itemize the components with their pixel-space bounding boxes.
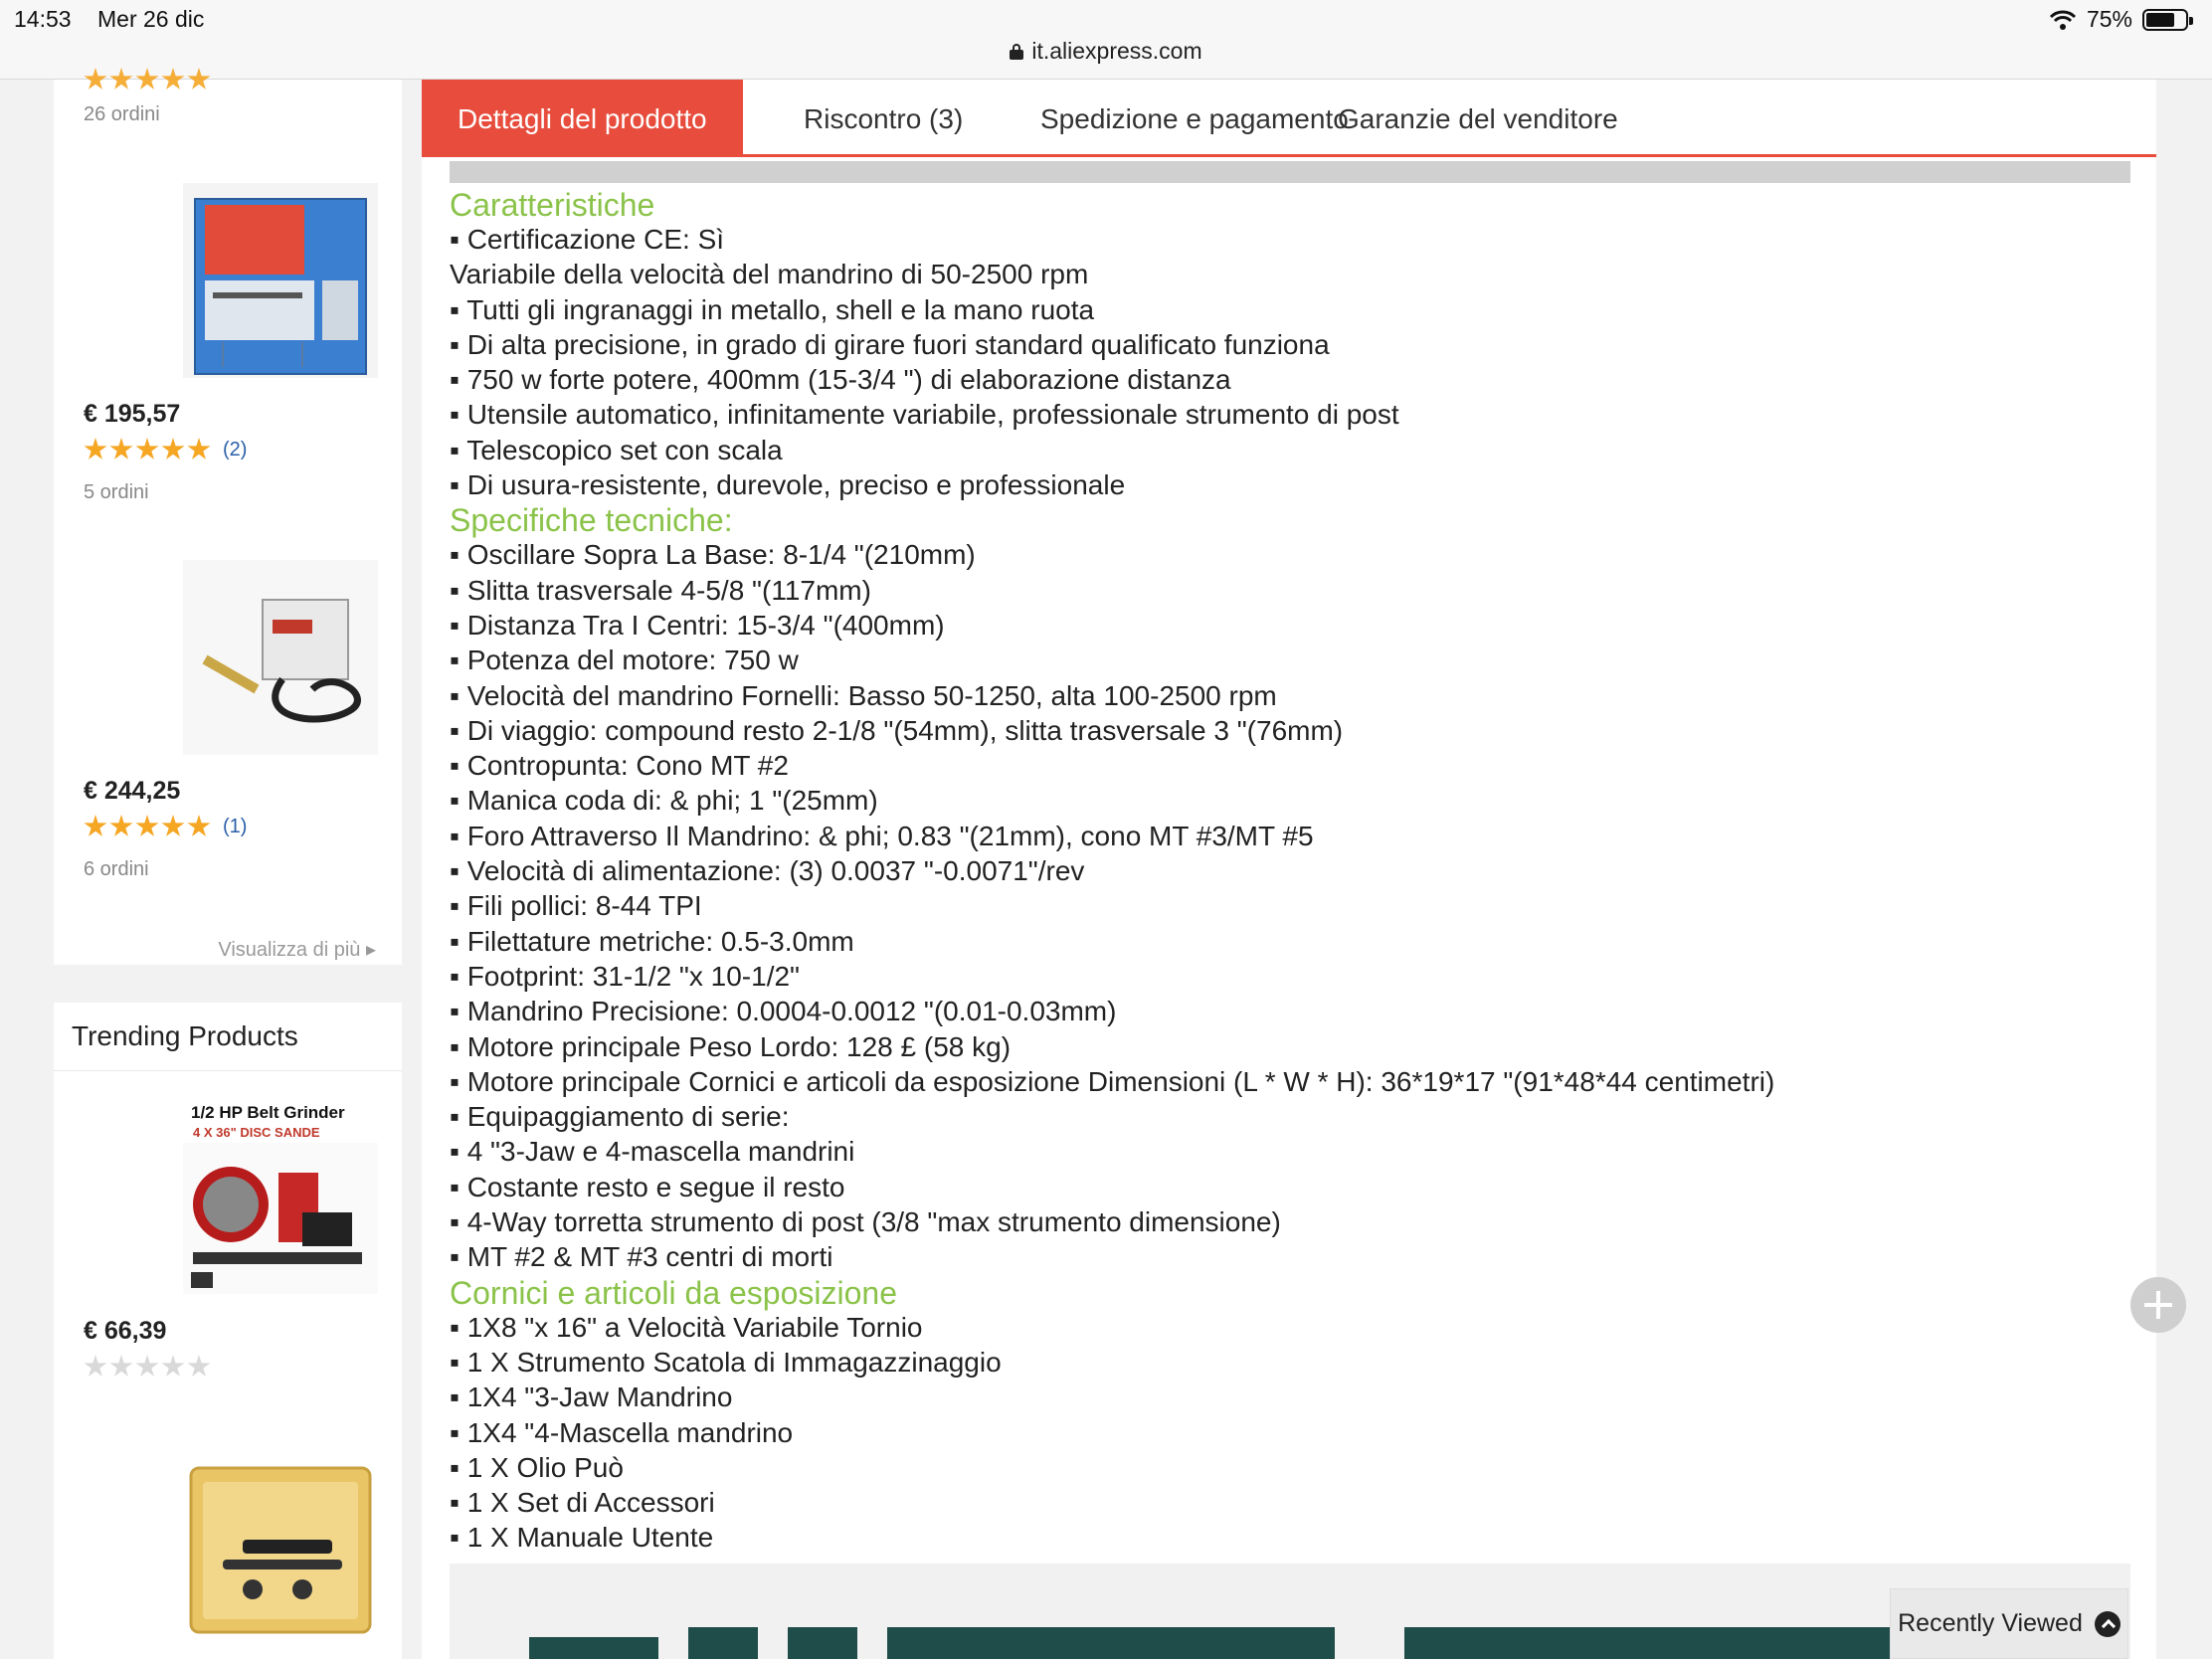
feature-item: ▪ Di alta precisione, in grado di girare fuori standard qualificato funziona bbox=[450, 328, 1330, 360]
spec-item: ▪ Mandrino Precisione: 0.0004-0.0012 "(0.01-0.03mm) bbox=[450, 996, 1117, 1027]
spec-item: ▪ MT #2 & MT #3 centri di morti bbox=[450, 1241, 833, 1273]
package-item: ▪ 1 X Set di Accessori bbox=[450, 1487, 715, 1519]
product-image[interactable] bbox=[183, 1099, 378, 1294]
laser-engraver-image bbox=[183, 183, 378, 378]
product-price[interactable]: € 195,57 bbox=[84, 400, 181, 428]
star-icon bbox=[84, 1355, 107, 1379]
star-icon bbox=[187, 438, 211, 461]
rating-stars bbox=[84, 815, 247, 838]
spec-item: ▪ Motore principale Cornici e articoli da esposizione Dimensioni (L * W * H): 36*19*17 "(91*48*44 centimetri) bbox=[450, 1065, 1775, 1097]
spec-item: ▪ Manica coda di: & phi; 1 "(25mm) bbox=[450, 785, 878, 817]
feature-item: ▪ Certificazione CE: Sì bbox=[450, 224, 725, 255]
rating-stars bbox=[84, 438, 247, 461]
features-list bbox=[450, 222, 2140, 502]
star-icon bbox=[187, 1355, 211, 1379]
specs-heading: Specifiche tecniche: bbox=[450, 502, 733, 539]
review-count[interactable]: (1) bbox=[223, 815, 248, 837]
star-icon bbox=[109, 438, 133, 461]
wifi-icon bbox=[2049, 9, 2077, 31]
chevron-up-icon bbox=[2095, 1611, 2120, 1637]
description-banner-image bbox=[450, 1564, 2130, 1659]
spec-item: ▪ Filettature metriche: 0.5-3.0mm bbox=[450, 925, 854, 957]
orders-count: 5 ordini bbox=[84, 481, 149, 503]
url-text: it.aliexpress.com bbox=[1031, 38, 1202, 64]
add-icon[interactable] bbox=[2130, 1277, 2186, 1333]
star-icon bbox=[135, 438, 159, 461]
banner-title: 1/2 HP Belt Grinder bbox=[191, 1103, 345, 1122]
tab-feedback[interactable]: Riscontro (3) bbox=[804, 103, 964, 134]
package-item: ▪ 1 X Manuale Utente bbox=[450, 1522, 714, 1554]
orders-count: 6 ordini bbox=[84, 858, 149, 880]
spec-item: ▪ Velocità del mandrino Fornelli: Basso 50-1250, alta 100-2500 rpm bbox=[450, 679, 1277, 711]
spec-item: ▪ Footprint: 31-1/2 "x 10-1/2" bbox=[450, 960, 800, 992]
rating-stars bbox=[84, 68, 211, 92]
star-icon bbox=[109, 815, 133, 838]
product-image[interactable] bbox=[183, 560, 378, 755]
tab-seller-guarantees[interactable]: Garanzie del venditore bbox=[1338, 103, 1618, 134]
spec-item: ▪ 4 "3-Jaw e 4-mascella mandrini bbox=[450, 1136, 855, 1168]
feature-item: ▪ Di usura-resistente, durevole, preciso e professionale bbox=[450, 469, 1126, 501]
spec-item: ▪ 4-Way torretta strumento di post (3/8 "max strumento dimensione) bbox=[450, 1206, 1281, 1238]
orders-count: 26 ordini bbox=[84, 103, 160, 125]
package-item: ▪ 1 X Olio Può bbox=[450, 1451, 624, 1483]
related-products-panel bbox=[54, 80, 402, 965]
spec-item: ▪ Distanza Tra I Centri: 15-3/4 "(400mm) bbox=[450, 609, 945, 641]
star-icon bbox=[135, 815, 159, 838]
lock-icon bbox=[1010, 44, 1023, 60]
feature-item: ▪ Telescopico set con scala bbox=[450, 434, 783, 465]
package-item: ▪ 1X8 "x 16" a Velocità Variabile Tornio bbox=[450, 1311, 923, 1343]
description-content bbox=[450, 187, 2140, 1556]
product-price[interactable]: € 244,25 bbox=[84, 777, 181, 805]
tab-shipping-payment[interactable]: Spedizione e pagamento bbox=[1040, 103, 1349, 134]
spec-item: ▪ Oscillare Sopra La Base: 8-1/4 "(210mm) bbox=[450, 539, 976, 571]
feature-item: ▪ Utensile automatico, infinitamente variabile, professionale strumento di post bbox=[450, 399, 1399, 431]
spec-item: ▪ Equipaggiamento di serie: bbox=[450, 1101, 790, 1133]
star-icon bbox=[187, 815, 211, 838]
spec-item: ▪ Contropunta: Cono MT #2 bbox=[450, 750, 789, 782]
star-icon bbox=[161, 1355, 185, 1379]
address-bar[interactable] bbox=[0, 38, 2212, 65]
spec-item: ▪ Potenza del motore: 750 w bbox=[450, 645, 799, 676]
spec-item: ▪ Di viaggio: compound resto 2-1/8 "(54mm), slitta trasversale 3 "(76mm) bbox=[450, 714, 1344, 746]
package-list bbox=[450, 1310, 2140, 1556]
star-icon bbox=[161, 438, 185, 461]
star-icon bbox=[84, 438, 107, 461]
status-bar bbox=[0, 0, 2212, 80]
product-image[interactable] bbox=[183, 183, 378, 378]
status-time: 14:53 bbox=[14, 6, 72, 32]
trending-products-panel bbox=[54, 1003, 402, 1659]
spec-item: ▪ Costante resto e segue il resto bbox=[450, 1171, 845, 1202]
battery-icon bbox=[2142, 9, 2188, 31]
belt-grinder-image bbox=[183, 1143, 378, 1294]
chevron-right-icon: ▸ bbox=[365, 939, 376, 961]
product-image[interactable] bbox=[183, 1450, 378, 1645]
recently-viewed-label: Recently Viewed bbox=[1898, 1609, 2083, 1637]
recently-viewed-button[interactable] bbox=[1890, 1588, 2128, 1659]
divider bbox=[54, 1070, 402, 1071]
banner-subtitle: 4 X 36" DISC SANDE bbox=[193, 1125, 320, 1140]
view-more-link[interactable]: Visualizza di più ▸ bbox=[218, 939, 376, 961]
spec-item: ▪ Fili pollici: 8-44 TPI bbox=[450, 890, 702, 922]
feature-item: ▪ Tutti gli ingranaggi in metallo, shell e la mano ruota bbox=[450, 293, 1095, 325]
status-indicators bbox=[2049, 6, 2188, 33]
spot-welder-image bbox=[183, 560, 378, 755]
review-count[interactable]: (2) bbox=[223, 438, 248, 461]
star-icon bbox=[135, 1355, 159, 1379]
banner-text-image bbox=[450, 1564, 2130, 1659]
package-item: ▪ 1X4 "3-Jaw Mandrino bbox=[450, 1382, 733, 1413]
star-icon bbox=[161, 815, 185, 838]
feature-item: Variabile della velocità del mandrino di 50-2500 rpm bbox=[450, 259, 1089, 290]
package-item: ▪ 1 X Strumento Scatola di Immagazzinaggio bbox=[450, 1346, 1002, 1378]
spec-item: ▪ Motore principale Peso Lordo: 128 £ (58 kg) bbox=[450, 1030, 1012, 1062]
package-heading: Cornici e articoli da esposizione bbox=[450, 1274, 897, 1311]
spec-item: ▪ Velocità di alimentazione: (3) 0.0037 "-0.0071"/rev bbox=[450, 855, 1085, 887]
product-details-panel bbox=[422, 80, 2156, 1659]
spec-item: ▪ Slitta trasversale 4-5/8 "(117mm) bbox=[450, 574, 871, 606]
feature-item: ▪ 750 w forte potere, 400mm (15-3/4 ") di elaborazione distanza bbox=[450, 364, 1231, 396]
specs-list bbox=[450, 537, 2140, 1274]
status-date: Mer 26 dic bbox=[97, 6, 205, 32]
star-icon bbox=[109, 1355, 133, 1379]
trending-title: Trending Products bbox=[72, 1020, 298, 1051]
features-heading: Caratteristiche bbox=[450, 187, 655, 223]
battery-percent: 75% bbox=[2086, 6, 2132, 32]
tool-case-image bbox=[183, 1450, 378, 1645]
product-price[interactable]: € 66,39 bbox=[84, 1317, 167, 1345]
tab-product-details[interactable]: Dettagli del prodotto bbox=[422, 80, 743, 157]
tab-bar bbox=[422, 80, 2156, 157]
description-image-strip bbox=[450, 161, 2130, 183]
rating-stars bbox=[84, 1355, 211, 1379]
spec-item: ▪ Foro Attraverso Il Mandrino: & phi; 0.83 "(21mm), cono MT #3/MT #5 bbox=[450, 820, 1314, 851]
star-icon bbox=[84, 815, 107, 838]
package-item: ▪ 1X4 "4-Mascella mandrino bbox=[450, 1416, 794, 1448]
